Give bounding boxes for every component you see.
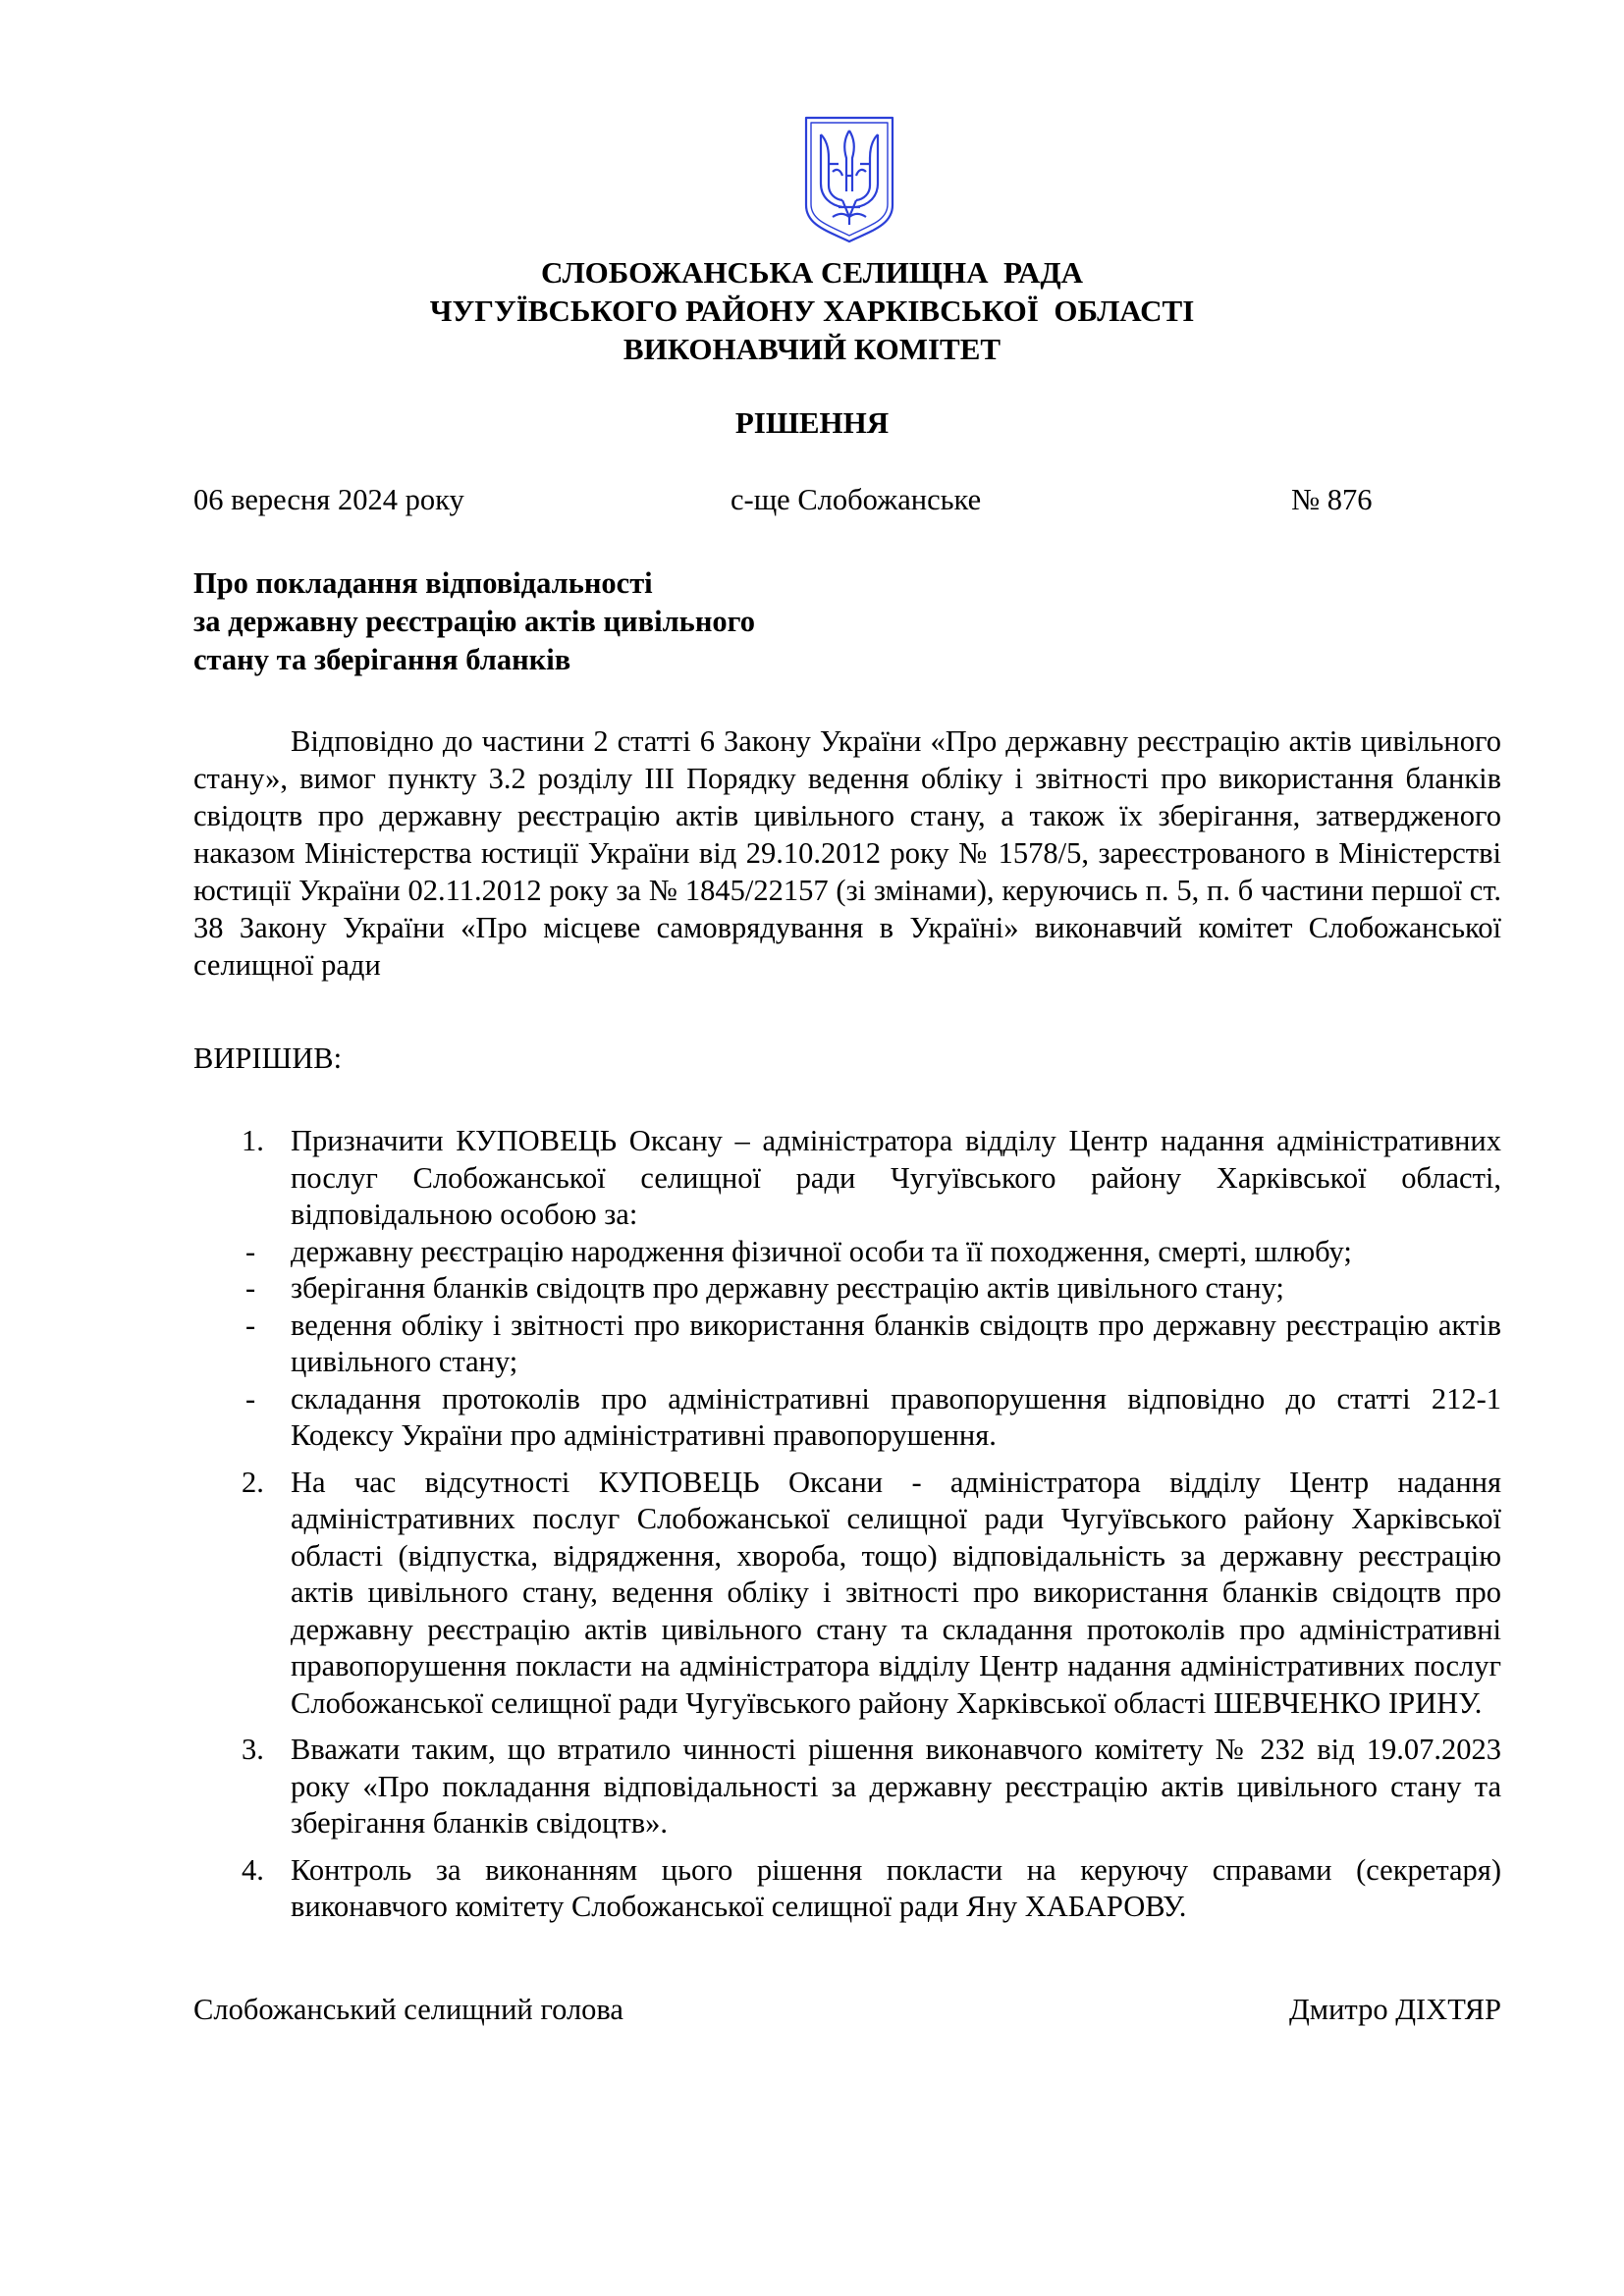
preamble-paragraph: Відповідно до частини 2 статті 6 Закону України «Про державну реєстрацію актів цивільного стану», вимог пункту 3.2 розділу ІІІ Порядку ведення обліку і звітності про використання бланків свідоцтв про державну реєстрацію актів цивільного стану, а також їх зберігання, затвердженого наказом Міністерства юстиції України від 29.10.2012 року № 1578/5, зареєстрованого в Міністерстві юстиції України 02.11.2012 року за № 1845/22157 (зі змінами), керуючись п. 5, п. б частини першої ст. 38 Закону України «Про місцеве самоврядування в Україні» виконавчий комітет Слобожанської селищної ради — [193, 724, 1501, 982]
item-number: 3. — [242, 1733, 264, 1766]
council-name: СЛОБОЖАНСЬКА СЕЛИЩНА РАДА — [540, 255, 1084, 290]
item-text: Вважати таким, що втратило чинності рішення виконавчого комітету № 232 від 19.07.2023 року «Про покладання відповідальності за державну реєстрацію актів цивільного стану та зберігання бланків свідоцтв». — [291, 1733, 1501, 1840]
item-text: Контроль за виконанням цього рішення покласти на керуючу справами (секретаря) виконавчого комітету Слобожанської селищної ради Яну ХАБАРОВУ. — [291, 1852, 1501, 1923]
item-number: 2. — [242, 1465, 264, 1499]
decision-place: с-ще Слобожанське — [731, 483, 982, 516]
bullet-dash: - — [245, 1234, 256, 1268]
item-text: Призначити КУПОВЕЦЬ Оксану – адміністратора відділу Центр надання адміністративних послуг Слобожанської селищної ради Чугуївського району Харківської області, відповідальною особою за: — [291, 1124, 1501, 1231]
bullet-text: складання протоколів про адміністративні правопорушення відповідно до статті 212-1 Кодексу України про адміністративні правопорушення. — [291, 1381, 1501, 1452]
resolution-item — [193, 1123, 1501, 1234]
bullet-dash: - — [245, 1308, 256, 1342]
signatory-position: Слобожанський селищний голова — [193, 1993, 623, 2026]
resolution-item — [193, 1732, 1501, 1842]
signature-block — [193, 1991, 1501, 2030]
bullet-dash: - — [245, 1271, 256, 1305]
decision-date: 06 вересня 2024 року — [193, 483, 464, 516]
resolved-heading: ВИРІШИВ: — [193, 1041, 343, 1075]
item-text: На час відсутності КУПОВЕЦЬ Оксани - адміністратора відділу Центр надання адміністративних послуг Слобожанської селищної ради Чугуївського району Харківської області (відпустка, відрядження, хвороба, тощо) відповідальність за державну реєстрацію актів цивільного стану, ведення обліку і звітності про використання бланків свідоцтв про державну реєстрацію актів цивільного стану та складання протоколів про адміністративні правопорушення покласти на адміністратора відділу Центр надання адміністративних послуг Слобожанської селищної ради Чугуївського району Харківської області ШЕВЧЕНКО ІРИНУ. — [291, 1465, 1501, 1720]
resolution-items — [193, 1123, 1501, 1926]
issuer-header — [0, 253, 1624, 368]
district-name: ЧУГУЇВСЬКОГО РАЙОНУ ХАРКІВСЬКОЇ ОБЛАСТІ — [429, 294, 1195, 328]
responsibility-bullet — [193, 1308, 1501, 1381]
responsibility-bullet — [193, 1381, 1501, 1455]
item-number: 4. — [242, 1852, 264, 1887]
responsibility-bullet — [193, 1270, 1501, 1308]
document-type-title: РІШЕННЯ — [734, 405, 890, 440]
bullet-text: ведення обліку і звітності про використання бланків свідоцтв про державну реєстрацію актів цивільного стану; — [291, 1308, 1501, 1378]
dateline — [193, 481, 1381, 520]
subject-line: Про покладання відповідальності — [193, 566, 653, 600]
decision-subject — [193, 564, 755, 679]
bullet-text: державну реєстрацію народження фізичної особи та її походження, смерті, шлюбу; — [291, 1234, 1352, 1268]
decision-number: № 876 — [1291, 483, 1373, 516]
signatory-name: Дмитро ДІХТЯР — [1288, 1993, 1501, 2026]
trident-coat-of-arms-icon — [803, 115, 895, 244]
bullet-dash: - — [245, 1381, 256, 1415]
responsibility-bullet — [193, 1234, 1501, 1271]
item-number: 1. — [242, 1124, 264, 1157]
bullet-text: зберігання бланків свідоцтв про державну реєстрацію актів цивільного стану; — [291, 1271, 1284, 1305]
subject-line: за державну реєстрацію актів цивільного — [193, 605, 755, 638]
resolution-item — [193, 1465, 1501, 1723]
resolution-item — [193, 1852, 1501, 1926]
subject-line: стану та зберігання бланків — [193, 643, 571, 676]
committee-name: ВИКОНАВЧИЙ КОМІТЕТ — [623, 332, 1001, 366]
